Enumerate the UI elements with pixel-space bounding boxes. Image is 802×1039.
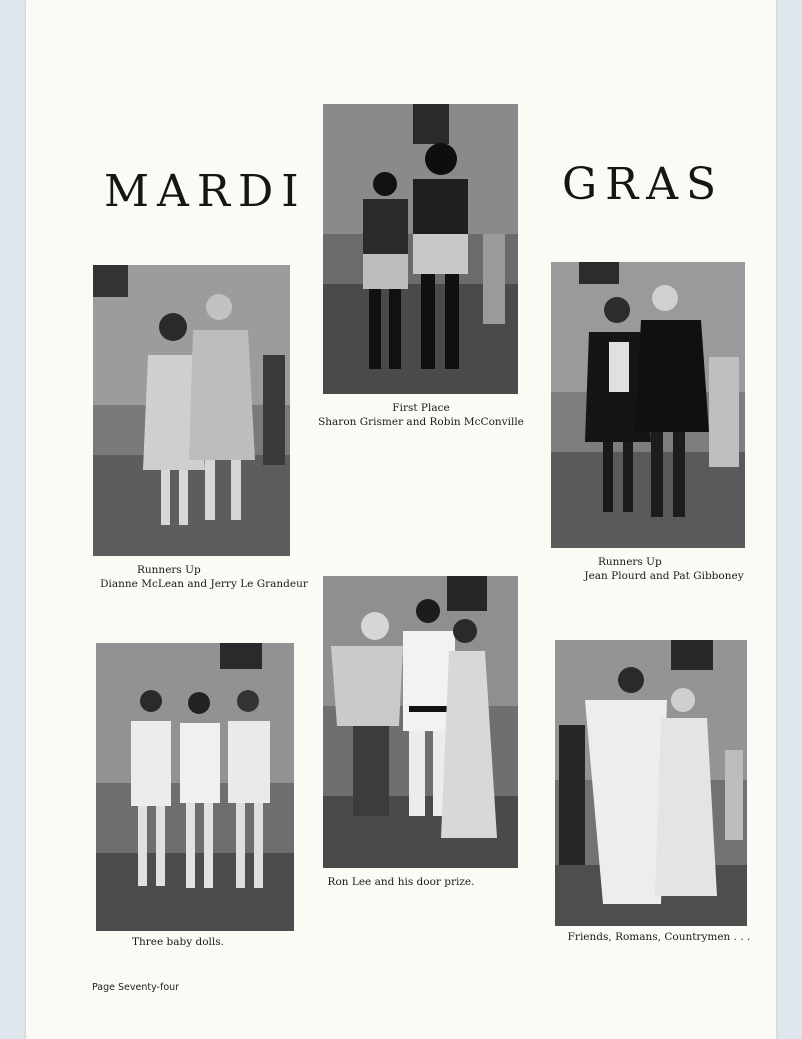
caption-runners-up-left bbox=[95, 563, 313, 591]
photo-first-place bbox=[323, 104, 518, 394]
caption-first-place-line2: Sharon Grismer and Robin McConville bbox=[318, 416, 524, 428]
caption-door-prize-line1: Ron Lee and his door prize. bbox=[327, 876, 475, 888]
caption-baby-dolls-line1: Three baby dolls. bbox=[131, 936, 224, 948]
caption-first-place-line1: First Place bbox=[392, 402, 450, 414]
photo-romans bbox=[555, 640, 747, 926]
caption-first-place bbox=[300, 401, 542, 429]
caption-romans-line1: Friends, Romans, Countrymen . . . bbox=[567, 931, 751, 943]
title-mardi: MARDI bbox=[104, 166, 307, 217]
photo-baby-dolls bbox=[96, 643, 294, 931]
caption-romans bbox=[562, 930, 756, 944]
title-gras: GRAS bbox=[562, 159, 725, 210]
caption-runners-up-right-line2: Jean Plourd and Pat Gibboney bbox=[584, 570, 744, 582]
caption-runners-up-left-line2: Dianne McLean and Jerry Le Grandeur bbox=[100, 578, 308, 590]
photo-runners-up-right bbox=[551, 262, 745, 548]
photo-door-prize bbox=[323, 576, 518, 868]
caption-baby-dolls bbox=[96, 935, 260, 949]
photo-runners-up-left bbox=[93, 265, 290, 556]
caption-runners-up-right-line1: Runners Up bbox=[598, 556, 662, 568]
caption-runners-up-left-line1: Runners Up bbox=[137, 564, 201, 576]
caption-runners-up-right bbox=[578, 555, 750, 583]
page-number: Page Seventy-four bbox=[92, 982, 180, 993]
caption-door-prize bbox=[321, 875, 481, 889]
